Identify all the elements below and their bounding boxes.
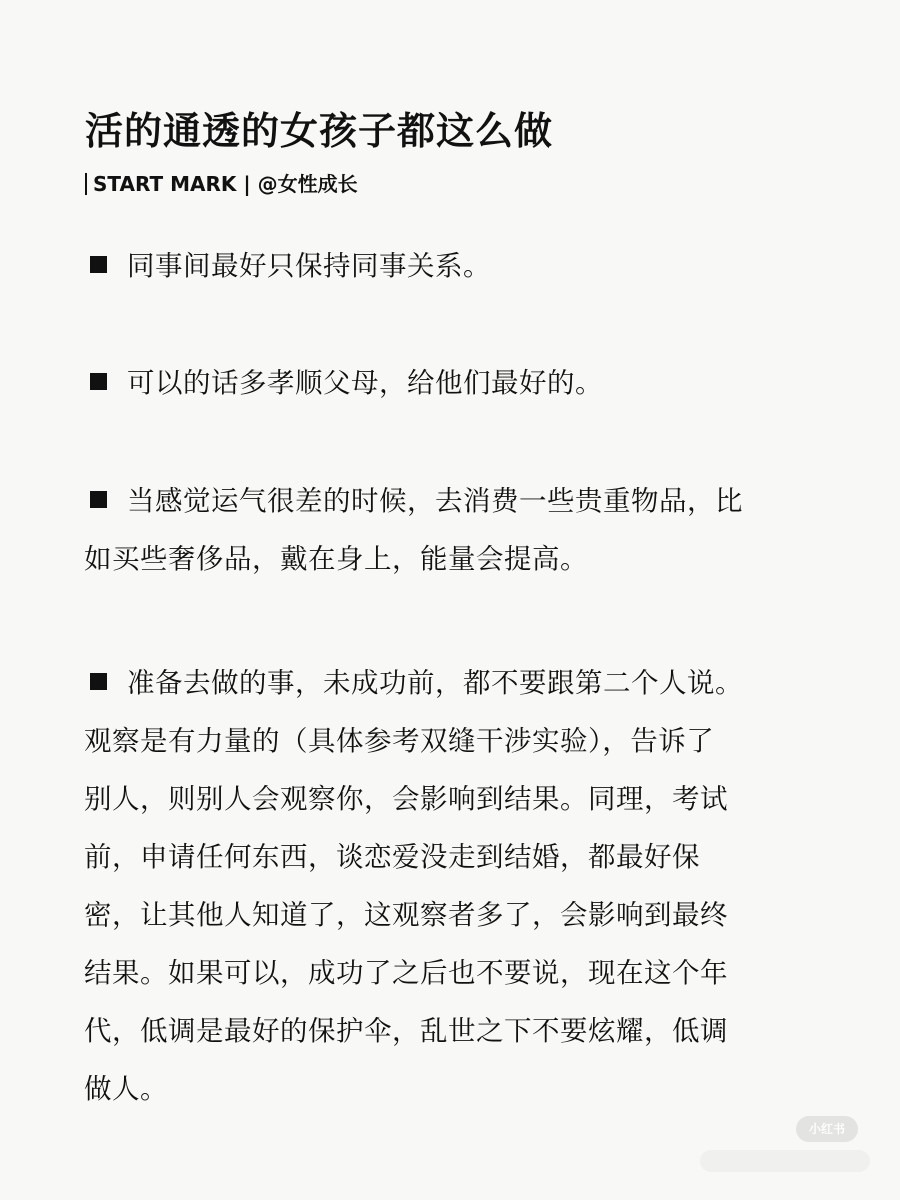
list-item-text: 别人，则别人会观察你，会影响到结果。同理，考试 [84, 783, 728, 815]
square-bullet-icon [90, 256, 107, 273]
list-item-text: 当感觉运气很差的时候，去消费一些贵重物品，比 [127, 485, 743, 517]
subtitle-text: START MARK | @女性成长 [93, 172, 358, 196]
square-bullet-icon [90, 491, 107, 508]
list-item [84, 354, 824, 412]
list-item [84, 472, 824, 588]
list-item-text: 准备去做的事，未成功前，都不要跟第二个人说。 [127, 667, 743, 699]
list-item-text: 同事间最好只保持同事关系。 [127, 250, 491, 282]
article-subtitle [85, 170, 358, 198]
list-item [84, 237, 824, 295]
square-bullet-icon [90, 373, 107, 390]
watermark-bar [700, 1150, 870, 1172]
vertical-bar-divider [85, 173, 87, 195]
list-item-text: 代，低调是最好的保护伞，乱世之下不要炫耀，低调 [84, 1015, 728, 1047]
list-item-text: 观察是有力量的（具体参考双缝干涉实验），告诉了 [84, 725, 715, 757]
list-item-text: 做人。 [84, 1073, 168, 1105]
list-item-text: 密，让其他人知道了，这观察者多了，会影响到最终 [84, 899, 728, 931]
list-item-text: 可以的话多孝顺父母，给他们最好的。 [127, 367, 603, 399]
list-item [84, 654, 824, 1118]
list-item-text: 结果。如果可以，成功了之后也不要说，现在这个年 [84, 957, 728, 989]
list-item-text: 如买些奢侈品，戴在身上，能量会提高。 [84, 543, 588, 575]
square-bullet-icon [90, 673, 107, 690]
list-item-text: 前，申请任何东西，谈恋爱没走到结婚，都最好保 [84, 841, 700, 873]
watermark-logo: 小红书 [796, 1116, 858, 1142]
article-title: 活的通透的女孩子都这么做 [85, 109, 554, 153]
